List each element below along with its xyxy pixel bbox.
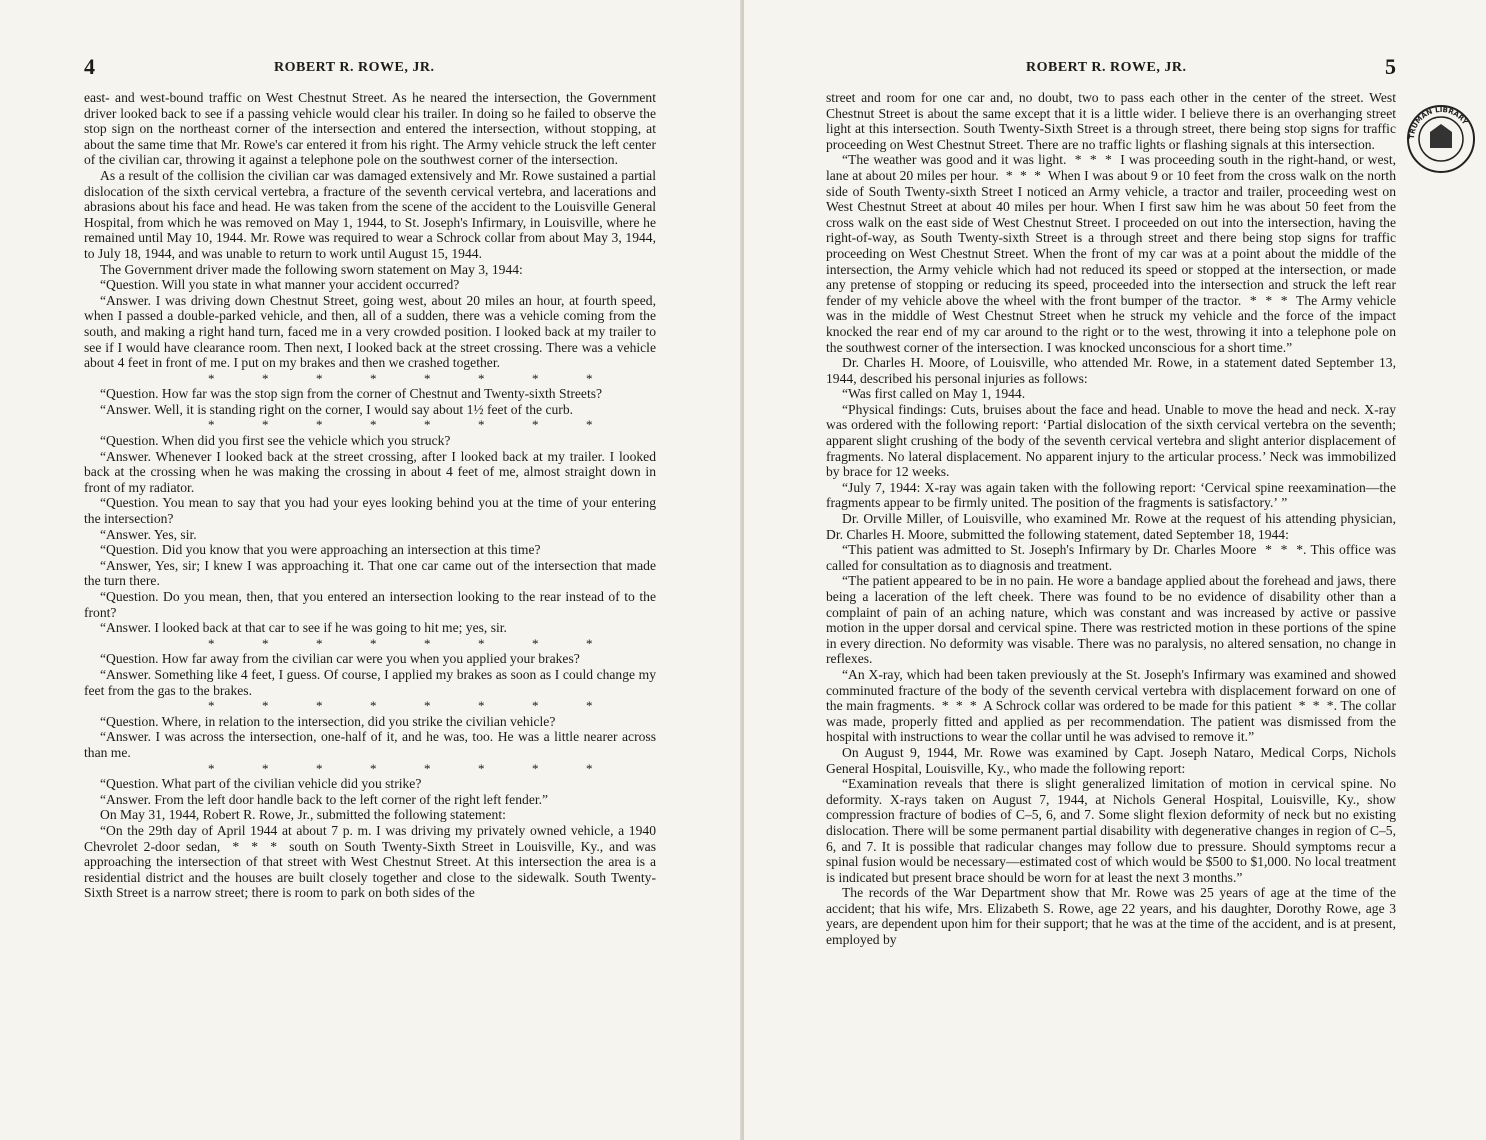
paragraph: “Question. Did you know that you were approaching an intersection at this time?: [100, 542, 541, 558]
star-mark: *: [316, 698, 323, 714]
star-mark: *: [532, 698, 539, 714]
paragraph: street and room for one car and, no doubt, two to pass each other in the center of the street. West Chestnut Street is about the same except that it is a little wider. I believe there is an overhanging street light at this intersection. South Twenty-Sixth Street is a through street, there being stop signs for traffic proceeding on West Chestnut Street. There are no traffic lights or flashing signals at this intersection.: [826, 90, 1396, 152]
paragraph: The Government driver made the following sworn statement on May 3, 1944:: [100, 261, 523, 277]
paragraph: “Answer. I looked back at that car to see if he was going to hit me; yes, sir.: [100, 620, 507, 636]
star-mark: *: [586, 417, 593, 433]
paragraph: As a result of the collision the civilian car was damaged extensively and Mr. Rowe sustained a partial dislocation of the sixth cervical vertebra, a fracture of the seventh cervical vertebra, and lacerations and abrasions about his face and head. He was taken from the scene of the accident to the Louisville General Hospital, from which he was removed on May 1, 1944, to St. Joseph's Infirmary, in Louisville, where he remained until May 10, 1944. Mr. Rowe was required to wear a Schrock collar from about May 3, 1944, to July 18, 1944, and was unable to return to work until August 15, 1944.: [84, 167, 656, 261]
star-mark: *: [316, 635, 323, 651]
star-mark: *: [208, 370, 215, 386]
paragraph: “Physical findings: Cuts, bruises about the face and head. Unable to move the head and neck. X-ray was ordered with the following report: ‘Partial dislocation of the sixth cervical vertebra on the seventh; apparent slight crushing of the body of the seventh cervical vertebra and slight anterior displacement of fragments. No lateral displacement. No apparent injury to the articular process.’ Neck was immobilized by brace for 12 weeks.: [826, 401, 1396, 480]
paragraph: “Answer. Something like 4 feet, I guess. Of course, I applied my brakes as soon as I could change my feet from the gas to the brakes.: [84, 666, 656, 698]
star-mark: *: [262, 698, 269, 714]
star-mark: *: [424, 635, 431, 651]
star-mark: *: [586, 760, 593, 776]
star-mark: *: [208, 760, 215, 776]
ellipsis-stars: [84, 371, 656, 387]
star-mark: *: [262, 370, 269, 386]
star-mark: *: [478, 417, 485, 433]
paragraph: “On the 29th day of April 1944 at about 7 p. m. I was driving my privately owned vehicle, a 1940 Chevrolet 2-door sedan, * * * south on South Twenty-Sixth Street in Louisville, Ky., and was approaching the intersection of that street with West Chestnut Street. At this intersection the area is a residential district and the houses are built closely together and close to the sidewalk. South Twenty-Sixth Street is a narrow street; there is room to park on both sides of the: [84, 822, 656, 901]
star-mark: *: [478, 760, 485, 776]
paragraph: “Answer. Well, it is standing right on the corner, I would say about 1½ feet of the curb.: [100, 401, 574, 417]
ellipsis-stars: [84, 417, 656, 433]
star-mark: *: [586, 635, 593, 651]
star-mark: *: [316, 760, 323, 776]
star-mark: *: [370, 370, 377, 386]
paragraph: “Was first called on May 1, 1944.: [842, 386, 1026, 402]
star-mark: *: [424, 760, 431, 776]
library-stamp: [1404, 102, 1478, 176]
star-mark: *: [316, 370, 323, 386]
paragraph: The records of the War Department show that Mr. Rowe was 25 years of age at the time of the accident; that his wife, Mrs. Elizabeth S. Rowe, age 22 years, and his daughter, Dorothy Rowe, age 3 years, are dependent upon him for their support; that he was at the time of the accident, and is at present, employed by: [826, 885, 1396, 948]
star-mark: *: [370, 760, 377, 776]
paragraph: “This patient was admitted to St. Joseph's Infirmary by Dr. Charles Moore * * *. This office was called for consultation as to diagnosis and treatment.: [826, 542, 1396, 573]
paragraph: “July 7, 1944: X-ray was again taken with the following report: ‘Cervical spine reexamination—the fragments appear to be firmly united. The position of the fragments is satisfactory.’ ”: [826, 479, 1396, 511]
paragraph: “Question. Will you state in what manner your accident occurred?: [100, 277, 460, 293]
page-left: [0, 0, 742, 1140]
paragraph: “Answer. I was driving down Chestnut Street, going west, about 20 miles an hour, at fourth speed, when I passed a double-parked vehicle, and then, all of a sudden, there was a vehicle coming from the south, and making a right hand turn, faced me in a very crowded position. I looked back at my trailer to see if I would have clearance room. Then next, I looked back at the street crossing. There was a vehicle about 4 feet in front of me. I put on my brakes and then we crashed together.: [84, 292, 656, 371]
running-head: ROBERT R. ROWE, JR.: [274, 60, 435, 75]
star-mark: *: [586, 370, 593, 386]
star-mark: *: [262, 760, 269, 776]
paragraph: “Question. When did you first see the vehicle which you struck?: [100, 433, 451, 449]
paragraph: “Question. How far was the stop sign from the corner of Chestnut and Twenty-sixth Streets?: [100, 386, 603, 402]
star-mark: *: [532, 417, 539, 433]
paragraph: On May 31, 1944, Robert R. Rowe, Jr., submitted the following statement:: [100, 807, 506, 823]
star-mark: *: [424, 370, 431, 386]
star-mark: *: [478, 635, 485, 651]
star-mark: *: [208, 635, 215, 651]
star-mark: *: [532, 760, 539, 776]
paragraph: “Question. How far away from the civilian car were you when you applied your brakes?: [100, 651, 580, 667]
star-mark: *: [532, 635, 539, 651]
page-number: 5: [1385, 54, 1396, 79]
running-head: ROBERT R. ROWE, JR.: [1026, 60, 1187, 75]
page-header-right: [826, 54, 1396, 84]
star-mark: *: [208, 417, 215, 433]
star-mark: *: [424, 698, 431, 714]
page-number: 4: [84, 54, 95, 79]
stamp-text: TRUMAN LIBRARY: [1407, 105, 1470, 140]
page-body-left: [84, 90, 656, 901]
star-mark: *: [478, 698, 485, 714]
paragraph: east- and west-bound traffic on West Chestnut Street. As he neared the intersection, the Government driver looked back to see if a passing vehicle would clear his trailer. In doing so he failed to observe the stop sign on the northeast corner of the intersection and entered the intersection, without stopping, at about the same time that Mr. Rowe's car entered it from his right. The Army vehicle struck the left center of the civilian car, throwing it against a telephone pole on the southwest corner of the intersection.: [84, 90, 656, 168]
paragraph: “Answer. I was across the intersection, one-half of it, and he was, too. He was a little nearer across than me.: [84, 729, 656, 760]
star-mark: *: [262, 417, 269, 433]
paragraph: “Answer. Whenever I looked back at the street crossing, after I looked back at my trailer. I looked back at the crossing when he was making the crossing in about 4 feet of me, almost straight down in front of my radiator.: [84, 448, 656, 495]
ellipsis-stars: [84, 698, 656, 714]
paragraph: “The weather was good and it was light. * * * I was proceeding south in the right-hand, or west, lane at about 20 miles per hour. * * * When I was about 9 or 10 feet from the cross walk on the north side of South Twenty-sixth Street I noticed an Army vehicle, a tractor and trailer, proceeding west on West Chestnut Street at about 40 miles per hour. When I first saw him he was about 50 feet from the cross walk on the east side of West Chestnut Street. I proceeded on out into the intersection, having the right-of-way, as South Twenty-sixth Street is a through street and there being stop signs for traffic proceeding on West Chestnut Street. When the front of my car was at a point about the middle of the intersection, the Army vehicle which had not reduced its speed or stopped at the intersection, or made any pretense of stopping or reducing its speed, proceeded into the intersection and struck the left rear fender of my vehicle above the wheel with the front bumper of the tractor. * * * The Army vehicle was in the middle of West Chestnut Street when he struck my vehicle and the force of the impact knocked the rear end of my car around to the right or to the west, throwing it into a telephone pole on the southwest corner of the intersection. I was knocked unconscious for a short time.”: [826, 152, 1396, 355]
paragraph: “Question. Do you mean, then, that you entered an intersection looking to the rear instead of to the front?: [84, 589, 656, 620]
page-body-right: [826, 90, 1396, 948]
ellipsis-stars: [84, 636, 656, 652]
paragraph: “Answer. Yes, sir.: [100, 526, 197, 542]
paragraph: “Answer. From the left door handle back to the left corner of the right left fender.”: [100, 791, 549, 807]
paragraph: Dr. Charles H. Moore, of Louisville, who attended Mr. Rowe, in a statement dated September 13, 1944, described his personal injuries as follows:: [826, 355, 1396, 386]
page-right: [744, 0, 1486, 1140]
ellipsis-stars: [84, 761, 656, 777]
page-header-left: [84, 54, 656, 84]
star-mark: *: [424, 417, 431, 433]
star-mark: *: [586, 698, 593, 714]
star-mark: *: [208, 698, 215, 714]
star-mark: *: [370, 698, 377, 714]
paragraph: “Answer, Yes, sir; I knew I was approaching it. That one car came out of the intersection that made the turn there.: [84, 557, 656, 589]
paragraph: “Question. Where, in relation to the intersection, did you strike the civilian vehicle?: [100, 713, 556, 729]
star-mark: *: [532, 370, 539, 386]
paragraph: “Question. You mean to say that you had your eyes looking behind you at the time of your entering the intersection?: [84, 495, 656, 527]
paragraph: “Examination reveals that there is slight generalized limitation of motion in cervical spine. No deformity. X-rays taken on August 7, 1944, at Nichols General Hospital, Louisville, Ky., show compression fracture of bodies of C–5, 6, and 7. Some slight flexion deformity of neck but no existing dislocation. There will be some permanent partial disability with degenerative changes in region of C–5, 6, and 7. It is possible that radicular changes may follow due to pressure. Should symptoms recur a spinal fusion would be necessary—estimated cost of which would be $500 to $1,000. No local treatment is indicated but present brace should be worn for at least the next 3 months.”: [826, 776, 1396, 885]
star-mark: *: [316, 417, 323, 433]
star-mark: *: [370, 635, 377, 651]
star-mark: *: [262, 635, 269, 651]
star-mark: *: [370, 417, 377, 433]
paragraph: Dr. Orville Miller, of Louisville, who examined Mr. Rowe at the request of his attending physician, Dr. Charles H. Moore, submitted the following statement, dated September 18, 1944:: [826, 511, 1396, 542]
star-mark: *: [478, 370, 485, 386]
paragraph: “The patient appeared to be in no pain. He wore a bandage applied about the forehead and jaws, there being a laceration of the left cheek. There was found to be no evidence of disability other than a complaint of pain of an aching nature, which was constant and was increased by active or passive motion in the upper dorsal and cervical spine. There was restricted motion in these portions of the spine in every direction. No deformity was visable. There was no paralysis, no altered sensation, no change in reflexes.: [826, 573, 1396, 667]
paragraph: On August 9, 1944, Mr. Rowe was examined by Capt. Joseph Nataro, Medical Corps, Nichols General Hospital, Louisville, Ky., who made the following report:: [826, 744, 1396, 776]
paragraph: “An X-ray, which had been taken previously at the St. Joseph's Infirmary was examined and showed comminuted fracture of the body of the seventh cervical vertebra with displacement forward on one of the main fragments. * * * A Schrock collar was ordered to be made for this patient * * *. The collar was made, properly fitted and applied as per recommendation. The patient was dismissed from the hospital with instructions to wear the collar until he was advised to remove it.”: [826, 666, 1396, 745]
paragraph: “Question. What part of the civilian vehicle did you strike?: [100, 776, 422, 792]
